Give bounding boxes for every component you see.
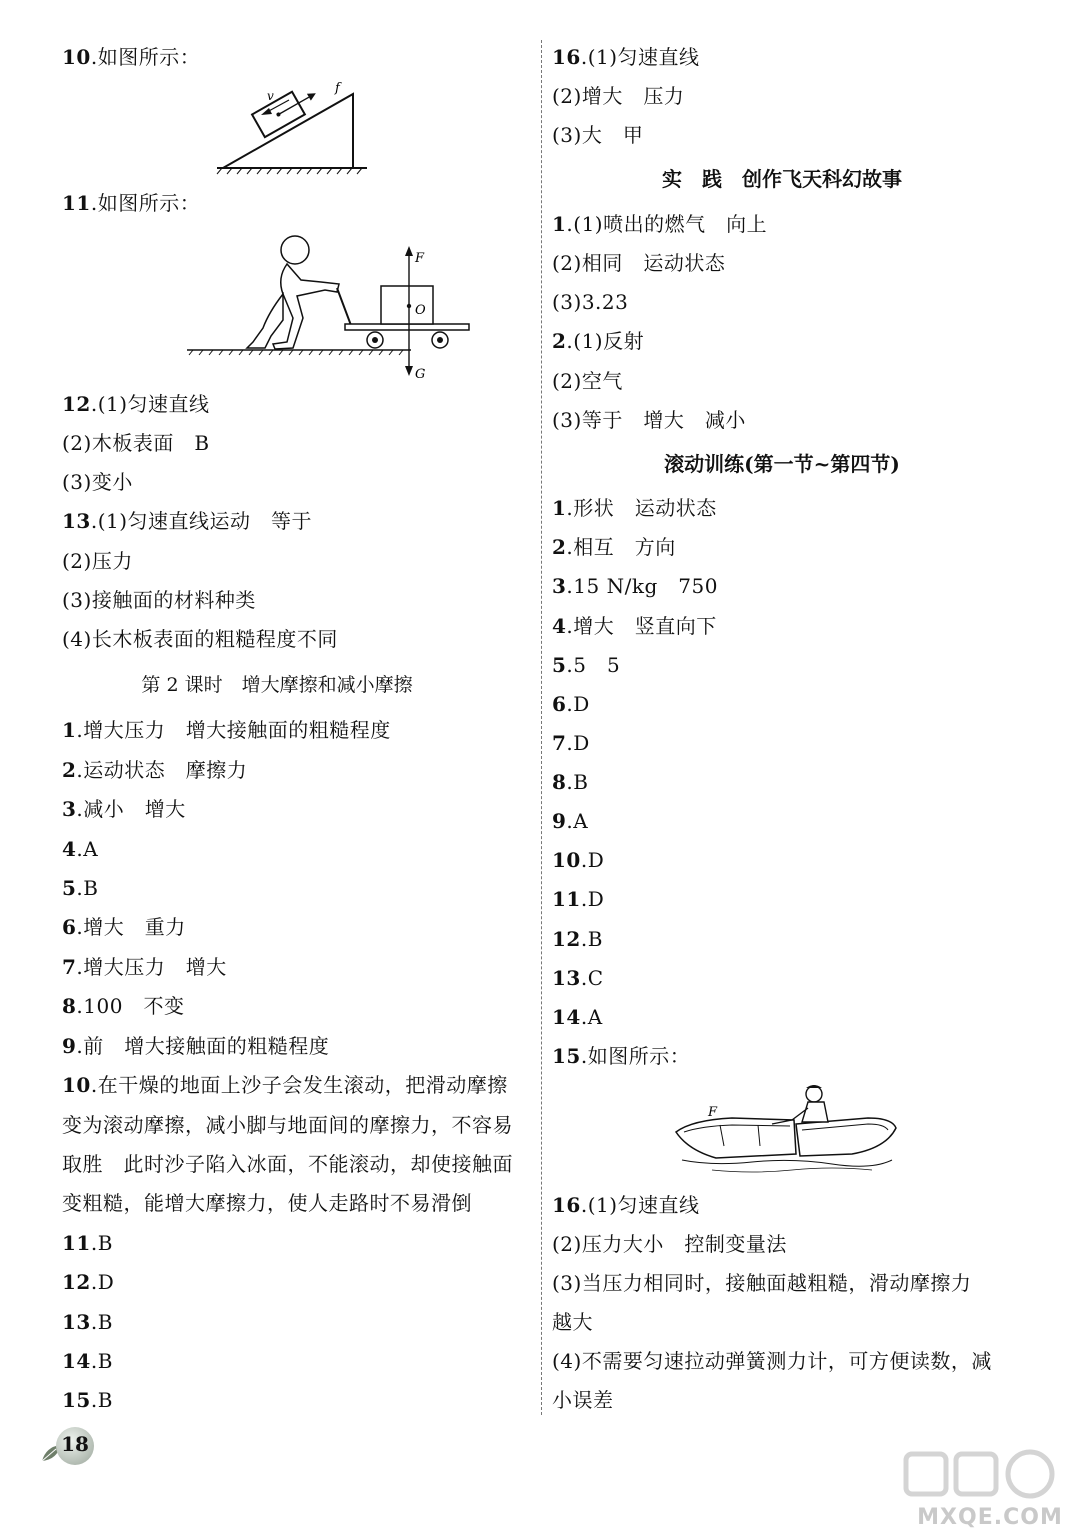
lesson2-item-14: 14.B <box>62 1349 113 1373</box>
lesson2-item-15: 15.B <box>62 1388 113 1412</box>
rolling-item-16-part3-line2: 越大 <box>552 1310 593 1334</box>
svg-text:G: G <box>415 367 426 382</box>
rolling-item-6: 6.D <box>552 692 590 716</box>
practice-1-part1: 1.(1)喷出的燃气 向上 <box>552 212 768 236</box>
rolling-item-11: 11.D <box>552 887 605 911</box>
watermark-text: MXQE.COM <box>917 1505 1063 1530</box>
column-divider <box>541 40 542 1415</box>
rolling-item-7: 7.D <box>552 731 590 755</box>
rolling-item-14: 14.A <box>552 1005 603 1029</box>
lesson2-item-10-line3: 取胜 此时沙子陷入冰面，不能滚动，却使接触面 <box>62 1152 513 1176</box>
push-cart-diagram <box>187 232 426 384</box>
answer-13-part4: (4)长木板表面的粗糙程度不同 <box>62 627 338 651</box>
lesson2-item-8: 8.100 不变 <box>62 994 185 1018</box>
page-number-badge <box>38 1425 108 1469</box>
rolling-item-16-part1: 16.(1)匀速直线 <box>552 1193 700 1217</box>
rolling-item-8: 8.B <box>552 770 589 794</box>
answer-12-part1: 12.(1)匀速直线 <box>62 392 210 416</box>
rolling-item-10: 10.D <box>552 848 605 872</box>
svg-text:f: f <box>335 81 340 96</box>
lesson2-item-12: 12.D <box>62 1270 115 1294</box>
rolling-item-16-part4-line2: 小误差 <box>552 1388 614 1412</box>
watermark-logo <box>900 1446 1080 1530</box>
practice-1-part3: (3)3.23 <box>552 290 629 314</box>
practice-2-part2: (2)空气 <box>552 369 623 393</box>
lesson2-item-13: 13.B <box>62 1310 113 1334</box>
answer-16-part3: (3)大 甲 <box>552 123 644 147</box>
rolling-item-16-part3-line1: (3)当压力相同时，接触面越粗糙，滑动摩擦力 <box>552 1271 972 1295</box>
rolling-item-16-part4-line1: (4)不需要匀速拉动弹簧测力计，可方便读数，减 <box>552 1349 992 1373</box>
rolling-item-2: 2.相互 方向 <box>552 535 676 559</box>
rolling-item-9: 9.A <box>552 809 589 833</box>
answer-10-figure-label: 10.如图所示： <box>62 45 201 69</box>
answer-12-part3: (3)变小 <box>62 470 133 494</box>
lesson2-item-10-line1: 10.在干燥的地面上沙子会发生滚动，把滑动摩擦 <box>62 1073 508 1097</box>
answer-13-part1: 13.(1)匀速直线运动 等于 <box>62 509 313 533</box>
lesson2-item-5: 5.B <box>62 876 99 900</box>
lesson2-item-3: 3.减小 增大 <box>62 797 186 821</box>
lesson2-item-2: 2.运动状态 摩擦力 <box>62 758 248 782</box>
lesson2-item-7: 7.增大压力 增大 <box>62 955 227 979</box>
lesson2-item-10-line2: 变为滚动摩擦，减小脚与地面间的摩擦力，不容易 <box>62 1113 513 1137</box>
rolling-item-5: 5.5 5 <box>552 653 621 677</box>
svg-text:v: v <box>267 89 274 103</box>
rolling-item-3: 3.15 N/kg 750 <box>552 574 718 598</box>
incline-diagram <box>217 80 377 180</box>
page-number: 18 <box>61 1432 89 1456</box>
lesson2-item-11: 11.B <box>62 1231 113 1255</box>
rolling-item-16-part2: (2)压力大小 控制变量法 <box>552 1232 787 1256</box>
answer-16-part2: (2)增大 压力 <box>552 84 685 108</box>
answer-11-figure-label: 11.如图所示： <box>62 191 201 215</box>
answer-13-part3: (3)接触面的材料种类 <box>62 588 256 612</box>
practice-title: 实 践 创作飞天科幻故事 <box>662 167 902 191</box>
rolling-training-title: 滚动训练(第一节~第四节) <box>664 452 900 476</box>
svg-text:F: F <box>415 251 425 266</box>
rolling-item-1: 1.形状 运动状态 <box>552 496 717 520</box>
answer-12-part2: (2)木板表面 B <box>62 431 210 455</box>
answer-16-part1: 16.(1)匀速直线 <box>552 45 700 69</box>
rolling-item-13: 13.C <box>552 966 604 990</box>
lesson2-item-1: 1.增大压力 增大接触面的粗糙程度 <box>62 718 391 742</box>
lesson2-item-9: 9.前 增大接触面的粗糙程度 <box>62 1034 330 1058</box>
rolling-item-12: 12.B <box>552 927 603 951</box>
lesson2-item-6: 6.增大 重力 <box>62 915 186 939</box>
svg-text:F: F <box>708 1105 718 1120</box>
boats-diagram <box>672 1080 902 1180</box>
practice-2-part3: (3)等于 增大 减小 <box>552 408 746 432</box>
section-title-lesson2: 第 2 课时 增大摩擦和减小摩擦 <box>141 674 413 696</box>
rolling-item-15: 15.如图所示： <box>552 1044 691 1068</box>
svg-text:O: O <box>415 303 426 318</box>
practice-2-part1: 2.(1)反射 <box>552 329 645 353</box>
answer-13-part2: (2)压力 <box>62 549 133 573</box>
lesson2-item-10-line4: 变粗糙，能增大摩擦力，使人走路时不易滑倒 <box>62 1191 472 1215</box>
watermark-seal-icon <box>900 1446 1080 1506</box>
lesson2-item-4: 4.A <box>62 837 99 861</box>
rolling-item-4: 4.增大 竖直向下 <box>552 614 717 638</box>
practice-1-part2: (2)相同 运动状态 <box>552 251 726 275</box>
